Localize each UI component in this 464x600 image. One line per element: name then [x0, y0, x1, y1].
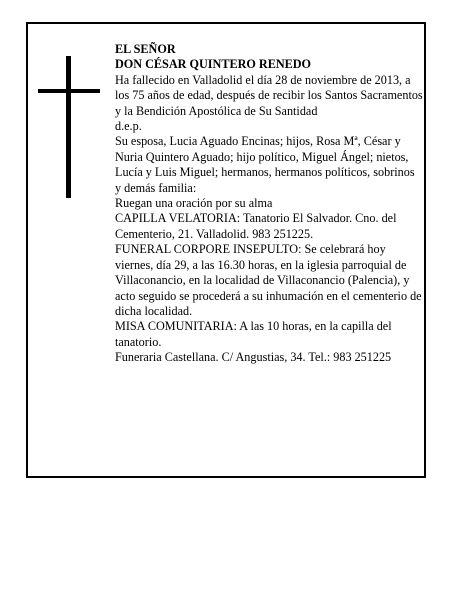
- prayer-request: Ruegan una oración por su alma: [115, 196, 273, 211]
- dep-line: d.e.p.: [115, 119, 142, 134]
- family-paragraph: Su esposa, Lucia Aguado Encinas; hijos, Rosa Mª, César y Nuria Quintero Aguado; hijo político, Miguel Ángel; nietos, Lucía y Luis Miguel; hermanos, hermanos políticos, sobrinos y demás familia:: [115, 134, 415, 195]
- heading-title: EL SEÑOR: [115, 42, 176, 56]
- mass-paragraph: MISA COMUNITARIA: A las 10 horas, en la capilla del tanatorio.: [115, 319, 392, 349]
- cross-icon: [38, 56, 100, 198]
- cross-vertical-bar: [66, 56, 71, 198]
- obituary-notice: [26, 22, 426, 478]
- funeral-home-paragraph: Funeraria Castellana. C/ Angustias, 34. Tel.: 983 251225: [115, 350, 392, 365]
- notice-text: [115, 42, 423, 366]
- heading-name: DON CÉSAR QUINTERO RENEDO: [115, 57, 312, 72]
- funeral-paragraph: FUNERAL CORPORE INSEPULTO: Se celebrará hoy viernes, día 29, a las 16.30 horas, en la iglesia parroquial de Villaconancio, en la localidad de Villaconancio (Palencia), y acto seguido se procederá a su inhumación en el cementerio de dicha localidad.: [115, 242, 422, 318]
- chapel-paragraph: CAPILLA VELATORIA: Tanatorio El Salvador. Cno. del Cementerio, 21. Valladolid. 983 251225.: [115, 211, 397, 241]
- passing-paragraph: Ha fallecido en Valladolid el día 28 de noviembre de 2013, a los 75 años de edad, después de recibir los Santos Sacramentos y la Bendición Apostólica de Su Santidad: [115, 72, 423, 118]
- cross-horizontal-bar: [38, 89, 100, 93]
